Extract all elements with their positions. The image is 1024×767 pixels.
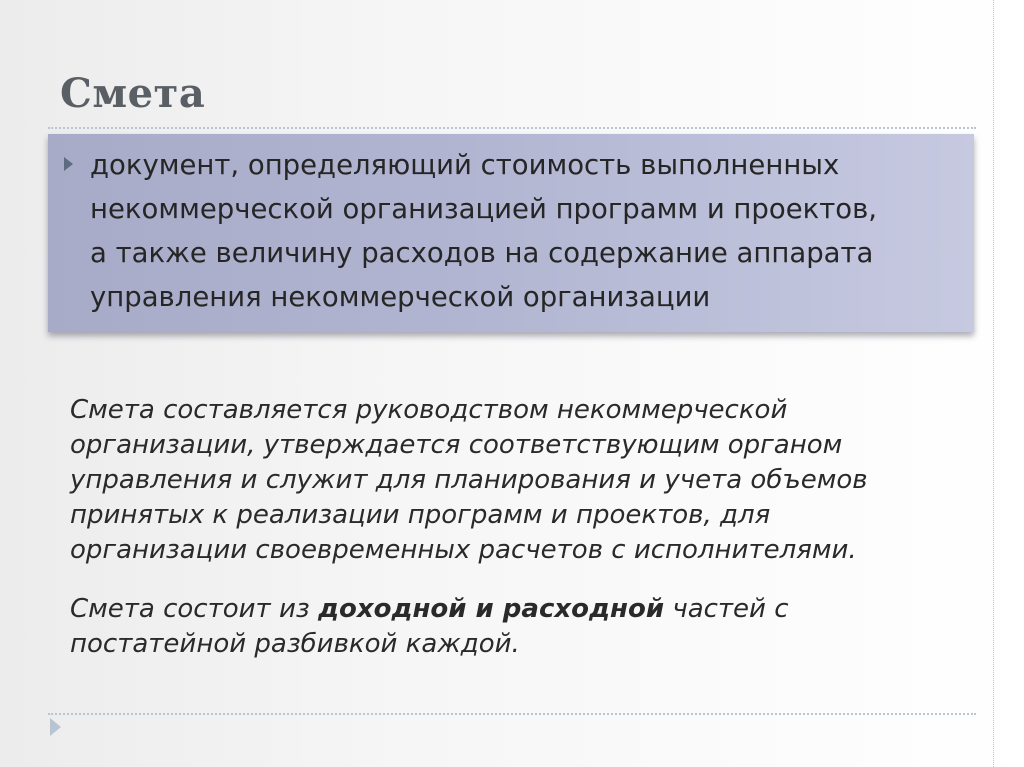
paragraph-line: Смета составляется руководством некоммерческой [70, 395, 788, 425]
definition-line: документ, определяющий стоимость выполненных [90, 149, 840, 181]
slide-title: Смета [60, 70, 206, 117]
definition-line: управления некоммерческой организации [90, 281, 711, 313]
vertical-guide-line [993, 0, 994, 767]
paragraph-line: организации, утверждается соответствующим органом [70, 430, 843, 460]
bullet-icon [64, 157, 73, 171]
paragraph-line: управления и служит для планирования и учета объемов [70, 465, 868, 495]
definition-text [90, 143, 970, 319]
paragraph-line: организации своевременных расчетов с исполнителями. [70, 535, 857, 565]
emphasis-text: доходной и расходной [317, 594, 665, 624]
paragraph-line: принятых к реализации программ и проектов, для [70, 500, 771, 530]
paragraph-line [70, 592, 990, 627]
title-divider [48, 127, 976, 129]
next-slide-icon[interactable] [50, 718, 61, 736]
paragraph-structure [70, 592, 990, 662]
definition-line: некоммерческой организацией программ и проектов, [90, 193, 878, 225]
paragraph-description [70, 393, 990, 568]
footer-divider [48, 713, 976, 715]
definition-line: а также величину расходов на содержание аппарата [90, 237, 874, 269]
line-prefix: Смета состоит из [70, 594, 318, 624]
paragraph-line: постатейной разбивкой каждой. [70, 629, 520, 659]
line-suffix: частей с [664, 594, 789, 624]
